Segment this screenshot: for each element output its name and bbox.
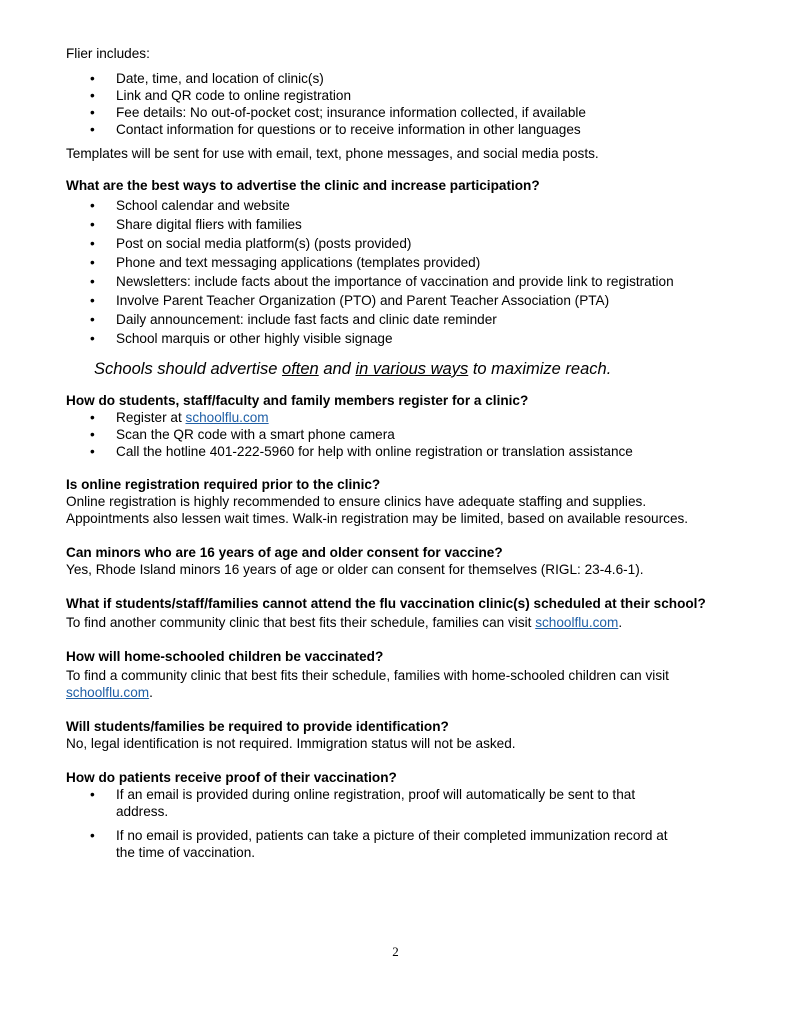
emphasis-text: and bbox=[318, 360, 356, 378]
question-identification: Will students/families be required to provide identification? bbox=[66, 719, 449, 734]
list-item: • Involve Parent Teacher Organization (PTO) and Parent Teacher Association (PTA) bbox=[66, 292, 716, 309]
emphasis-text: to maximize reach. bbox=[468, 360, 612, 378]
list-item: • Call the hotline 401-222-5960 for help with online registration or translation assistance bbox=[66, 443, 716, 460]
question-minors: Can minors who are 16 years of age and older consent for vaccine? bbox=[66, 545, 503, 560]
list-item: • Scan the QR code with a smart phone camera bbox=[66, 426, 716, 443]
schoolflu-link[interactable]: schoolflu.com bbox=[66, 685, 150, 700]
document-page bbox=[66, 45, 716, 861]
answer-text: . bbox=[618, 615, 623, 630]
list-item: • Date, time, and location of clinic(s) bbox=[66, 70, 716, 87]
list-item bbox=[66, 409, 716, 426]
answer-text: To find another community clinic that best fits their schedule, families can visit bbox=[66, 615, 536, 630]
question-advertise: What are the best ways to advertise the clinic and increase participation? bbox=[66, 178, 540, 193]
answer-homeschool bbox=[66, 667, 716, 701]
list-item: • If an email is provided during online registration, proof will automatically be sent to that address. bbox=[66, 786, 716, 820]
answer-minors: Yes, Rhode Island minors 16 years of age or older can consent for themselves (RIGL: 23-4.6-1). bbox=[66, 562, 644, 577]
proof-list bbox=[66, 786, 716, 861]
flier-heading: Flier includes: bbox=[66, 46, 150, 61]
list-item: • Post on social media platform(s) (posts provided) bbox=[66, 235, 716, 252]
emphasis-often: often bbox=[282, 360, 319, 378]
question-proof: How do patients receive proof of their vaccination? bbox=[66, 770, 397, 785]
flier-list bbox=[66, 70, 716, 138]
question-register: How do students, staff/faculty and family members register for a clinic? bbox=[66, 393, 529, 408]
list-item: • Phone and text messaging applications (templates provided) bbox=[66, 254, 716, 271]
answer-identification: No, legal identification is not required. Immigration status will not be asked. bbox=[66, 736, 516, 751]
list-item: • If no email is provided, patients can take a picture of their completed immunization record at the time of vaccination. bbox=[66, 827, 716, 861]
register-list bbox=[66, 409, 716, 460]
question-online: Is online registration required prior to the clinic? bbox=[66, 477, 381, 492]
question-homeschool: How will home-schooled children be vaccinated? bbox=[66, 649, 384, 664]
answer-online: Online registration is highly recommended to ensure clinics have adequate staffing and supplies. Appointments also lessen wait times. Walk-in registration may be limited, based on available resources. bbox=[66, 494, 689, 526]
list-item: • Link and QR code to online registration bbox=[66, 87, 716, 104]
advertise-emphasis bbox=[94, 359, 716, 379]
register-text: Register at bbox=[116, 410, 186, 425]
list-item: • Fee details: No out-of-pocket cost; insurance information collected, if available bbox=[66, 104, 716, 121]
list-item: • School marquis or other highly visible signage bbox=[66, 330, 716, 347]
list-item: • Daily announcement: include fast facts and clinic date reminder bbox=[66, 311, 716, 328]
templates-note: Templates will be sent for use with email, text, phone messages, and social media posts. bbox=[66, 146, 599, 161]
answer-cannot-attend bbox=[66, 614, 716, 631]
emphasis-text: Schools should advertise bbox=[94, 360, 283, 378]
page-number: 2 bbox=[392, 944, 399, 959]
question-cannot-attend: What if students/staff/families cannot attend the flu vaccination clinic(s) scheduled at their school? bbox=[66, 596, 706, 611]
schoolflu-link[interactable]: schoolflu.com bbox=[535, 615, 619, 630]
answer-text: . bbox=[149, 685, 153, 700]
advertise-list bbox=[66, 197, 716, 347]
list-item: • Share digital fliers with families bbox=[66, 216, 716, 233]
answer-text: To find a community clinic that best fits their schedule, families with home-schooled children can visit bbox=[66, 668, 669, 683]
schoolflu-link[interactable]: schoolflu.com bbox=[185, 410, 269, 425]
emphasis-various: in various ways bbox=[355, 360, 469, 378]
list-item: • Contact information for questions or to receive information in other languages bbox=[66, 121, 716, 138]
list-item: • School calendar and website bbox=[66, 197, 716, 214]
list-item: • Newsletters: include facts about the importance of vaccination and provide link to registration bbox=[66, 273, 716, 290]
